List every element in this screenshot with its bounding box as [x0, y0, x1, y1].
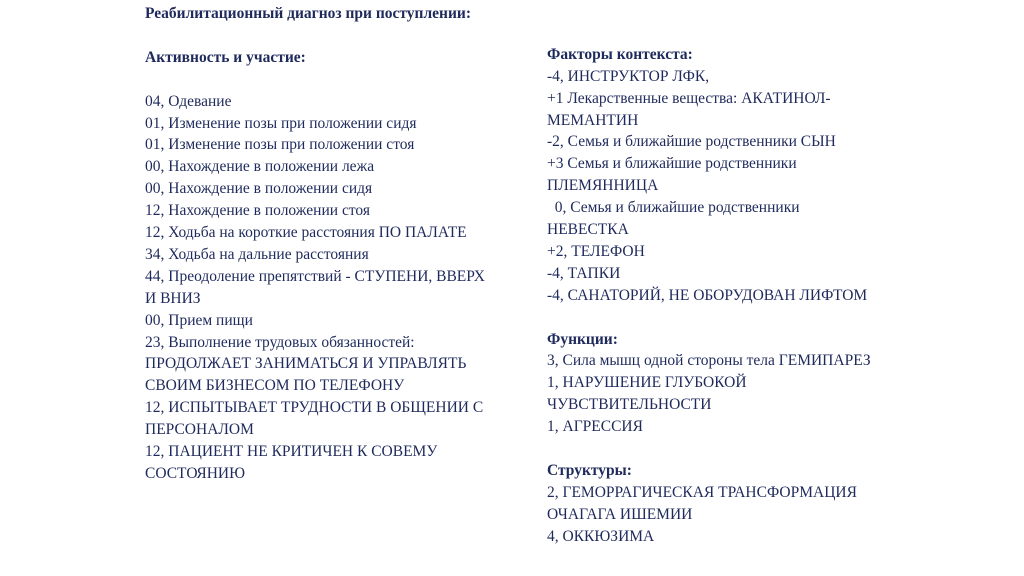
activity-line: 12, ИСПЫТЫВАЕТ ТРУДНОСТИ В ОБЩЕНИИ С: [145, 399, 484, 417]
activity-heading: Активность и участие:: [145, 48, 306, 66]
context-line: 0, Семья и ближайшие родственники: [547, 199, 800, 217]
activity-line: 04, Одевание: [145, 92, 232, 110]
activity-line: ПЕРСОНАЛОМ: [145, 421, 254, 439]
activity-line: И ВНИЗ: [145, 289, 201, 307]
spacer: [547, 0, 917, 22]
structures-line: 2, ГЕМОРРАГИЧЕСКАЯ ТРАНСФОРМАЦИЯ: [547, 483, 857, 501]
activity-line: СВОИМ БИЗНЕСОМ ПО ТЕЛЕФОНУ: [145, 377, 405, 395]
structures-list: [547, 482, 917, 548]
spacer: [547, 22, 917, 44]
context-line: -4, ТАПКИ: [547, 264, 621, 282]
activity-line: 12, ПАЦИЕНТ НЕ КРИТИЧЕН К СОВЕМУ: [145, 443, 438, 461]
structures-heading: Структуры:: [547, 461, 632, 479]
activity-line: 34, Ходьба на дальние расстояния: [145, 245, 369, 263]
activity-line: 23, Выполнение трудовых обязанностей:: [145, 333, 415, 351]
context-line: -2, Семья и ближайшие родственники СЫН: [547, 133, 836, 151]
context-line: +3 Семья и ближайшие родственники: [547, 155, 797, 173]
activity-line: 12, Нахождение в положении стоя: [145, 202, 370, 220]
activity-line: 00, Нахождение в положении сидя: [145, 180, 373, 198]
activity-line: 01, Изменение позы при положении сидя: [145, 114, 417, 132]
structures-line: 4, ОККЮЗИМА: [547, 527, 655, 545]
context-line: НЕВЕСТКА: [547, 221, 629, 239]
spacer: [547, 438, 917, 460]
activity-line: 12, Ходьба на короткие расстояния ПО ПАЛАТЕ: [145, 224, 467, 242]
context-line: +1 Лекарственные вещества: АКАТИНОЛ-: [547, 89, 831, 107]
page-title: Реабилитационный диагноз при поступлении:: [145, 5, 472, 22]
activity-line: 00, Прием пищи: [145, 311, 253, 329]
context-line: -4, ИНСТРУКТОР ЛФК,: [547, 67, 710, 85]
context-line: -4, САНАТОРИЙ, НЕ ОБОРУДОВАН ЛИФТОМ: [547, 286, 868, 304]
activity-line: 44, Преодоление препятствий - СТУПЕНИ, ВВЕРХ: [145, 267, 485, 285]
functions-line: 1, НАРУШЕНИЕ ГЛУБОКОЙ: [547, 374, 747, 392]
spacer: [145, 69, 530, 91]
spacer: [145, 25, 530, 47]
spacer: [547, 307, 917, 329]
functions-heading: Функции:: [547, 330, 618, 348]
context-list: [547, 66, 917, 307]
left-column: [145, 0, 530, 485]
structures-line: ОЧАГАГА ИШЕМИИ: [547, 505, 693, 523]
context-line: ПЛЕМЯННИЦА: [547, 177, 659, 195]
activity-list: [145, 91, 530, 485]
activity-line: 00, Нахождение в положении лежа: [145, 158, 375, 176]
right-column: [547, 0, 917, 548]
functions-line: 1, АГРЕССИЯ: [547, 418, 643, 436]
functions-list: [547, 350, 917, 438]
activity-line: СОСТОЯНИЮ: [145, 465, 246, 482]
activity-line: 01, Изменение позы при положении стоя: [145, 136, 415, 154]
activity-line: ПРОДОЛЖАЕТ ЗАНИМАТЬСЯ И УПРАВЛЯТЬ: [145, 355, 467, 373]
context-heading: Факторы контекста:: [547, 45, 693, 63]
functions-line: 3, Сила мышц одной стороны тела ГЕМИПАРЕЗ: [547, 352, 871, 370]
functions-line: ЧУВСТВИТЕЛЬНОСТИ: [547, 396, 712, 414]
context-line: МЕМАНТИН: [547, 111, 639, 129]
context-line: +2, ТЕЛЕФОН: [547, 242, 645, 260]
